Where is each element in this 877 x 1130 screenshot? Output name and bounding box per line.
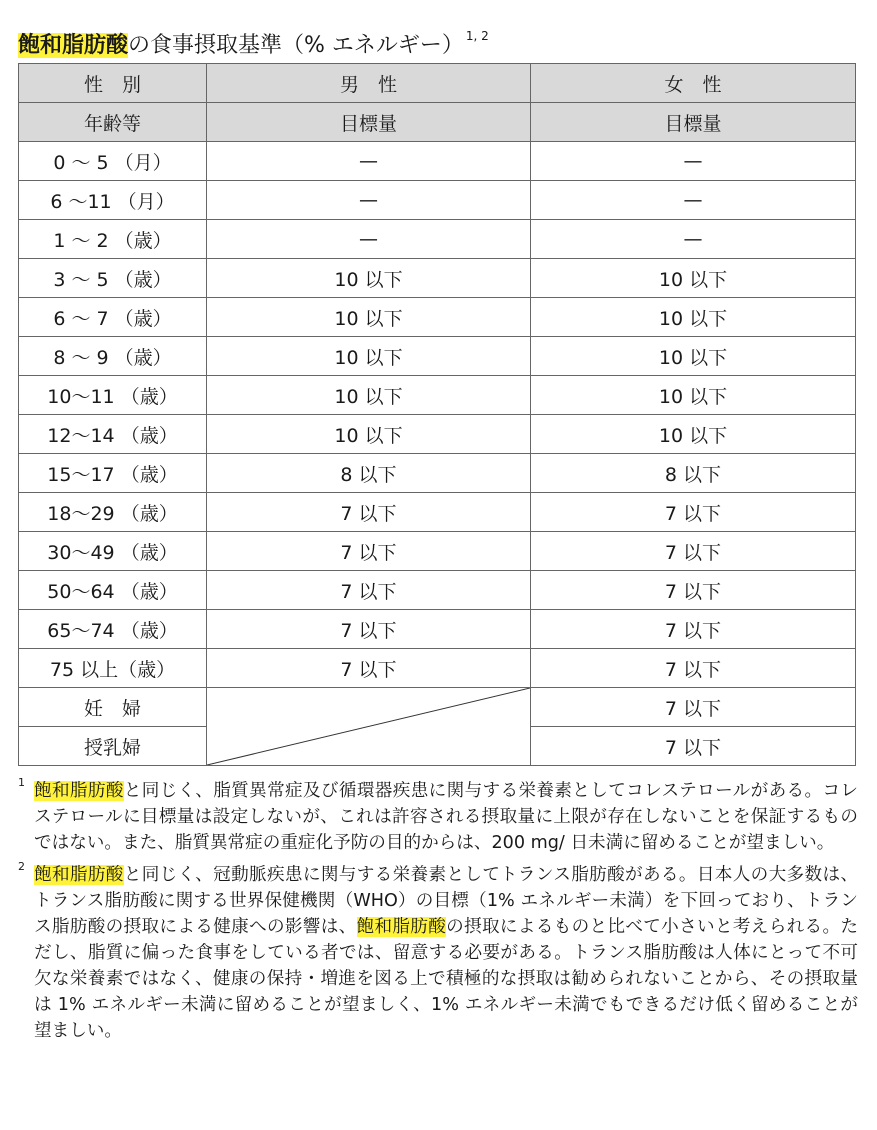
male-value: 10 以下 (207, 376, 531, 415)
age-cell-lactating: 授乳婦 (19, 727, 207, 766)
female-value: 10 以下 (531, 376, 856, 415)
female-value: 10 以下 (531, 259, 856, 298)
male-value: 7 以下 (207, 610, 531, 649)
footnote-text: と同じく、脂質異常症及び循環器疾患に関与する栄養素としてコレステロールがある。コレステロールに目標量は設定しないが、これは許容される摂取量に上限が存在しないことを保証するものではない。また、脂質異常症の重症化予防の目的からは、200 mg/ 日未満に留めることが望ましい。 (34, 781, 858, 853)
table-row (19, 181, 856, 220)
female-value: — (531, 142, 856, 181)
title-footnote-ref: 1, 2 (465, 29, 489, 43)
not-applicable-cell (207, 688, 531, 766)
table-row (19, 649, 856, 688)
female-value-pregnant: 7 以下 (531, 688, 856, 727)
header-female-target: 目標量 (531, 103, 856, 142)
table-row-pregnant (19, 688, 856, 727)
footnote-1 (18, 778, 858, 856)
age-cell: 3 〜 5 （歳） (19, 259, 207, 298)
male-value: — (207, 142, 531, 181)
age-cell: 15〜17 （歳） (19, 454, 207, 493)
female-value: 7 以下 (531, 493, 856, 532)
age-cell: 75 以上（歳） (19, 649, 207, 688)
footnotes (18, 778, 858, 1050)
footnote-text: の摂取によるものと比べて小さいと考えられる。ただし、脂質に偏った食事をしている者では、留意する必要がある。トランス脂肪酸は人体にとって不可欠な栄養素ではなく、健康の保持・増進を図る上で積極的な摂取は勧められないことから、その摂取量は 1% エネルギー未満に留めることが望ましく、1% エネルギー未満でもできるだけ低く留めることが望ましい。 (34, 917, 858, 1041)
age-cell: 30〜49 （歳） (19, 532, 207, 571)
male-value: 10 以下 (207, 259, 531, 298)
age-cell: 50〜64 （歳） (19, 571, 207, 610)
age-cell: 10〜11 （歳） (19, 376, 207, 415)
age-cell: 8 〜 9 （歳） (19, 337, 207, 376)
age-cell: 65〜74 （歳） (19, 610, 207, 649)
female-value: 8 以下 (531, 454, 856, 493)
header-age: 年齢等 (19, 103, 207, 142)
female-value-lactating: 7 以下 (531, 727, 856, 766)
male-value: 10 以下 (207, 415, 531, 454)
female-value: 7 以下 (531, 610, 856, 649)
intake-standards-table (18, 63, 856, 766)
male-value: 8 以下 (207, 454, 531, 493)
age-cell: 6 〜 7 （歳） (19, 298, 207, 337)
header-sex: 性 別 (19, 64, 207, 103)
header-female: 女 性 (531, 64, 856, 103)
table-row (19, 298, 856, 337)
footnote-body (34, 862, 858, 1044)
female-value: 7 以下 (531, 571, 856, 610)
male-value: — (207, 220, 531, 259)
female-value: 7 以下 (531, 649, 856, 688)
female-value: 10 以下 (531, 298, 856, 337)
footnote-2 (18, 862, 858, 1044)
table-row (19, 454, 856, 493)
male-value: 7 以下 (207, 649, 531, 688)
table-row (19, 415, 856, 454)
male-value: 10 以下 (207, 298, 531, 337)
footnote-highlight: 飽和脂肪酸 (34, 781, 124, 801)
header-male-target: 目標量 (207, 103, 531, 142)
diagonal-line (207, 688, 530, 765)
female-value: — (531, 181, 856, 220)
age-cell: 12〜14 （歳） (19, 415, 207, 454)
header-male: 男 性 (207, 64, 531, 103)
page-title (18, 16, 489, 56)
header-row-age (19, 103, 856, 142)
male-value: — (207, 181, 531, 220)
age-cell: 6 〜11 （月） (19, 181, 207, 220)
female-value: 7 以下 (531, 532, 856, 571)
table-row (19, 142, 856, 181)
table-row (19, 220, 856, 259)
table-row (19, 532, 856, 571)
table-row (19, 493, 856, 532)
female-value: 10 以下 (531, 415, 856, 454)
footnote-text: と同じく、冠動脈疾患に関与する栄養素としてトランス脂肪酸がある。日本人の大多数は、トランス脂肪酸に関する世界保健機関（WHO）の目標（1% エネルギー未満）を下回っており、トランス脂肪酸の摂取による健康への影響は、 (34, 865, 858, 937)
age-cell: 1 〜 2 （歳） (19, 220, 207, 259)
age-cell: 0 〜 5 （月） (19, 142, 207, 181)
male-value: 10 以下 (207, 337, 531, 376)
female-value: 10 以下 (531, 337, 856, 376)
title-highlight: 飽和脂肪酸 (18, 33, 129, 58)
footnote-highlight: 飽和脂肪酸 (356, 917, 447, 937)
footnote-highlight: 飽和脂肪酸 (34, 865, 124, 885)
male-value: 7 以下 (207, 493, 531, 532)
male-value: 7 以下 (207, 571, 531, 610)
footnote-number: 2 (18, 860, 25, 873)
title-text: の食事摂取基準（% エネルギー） (128, 33, 464, 58)
age-cell: 18〜29 （歳） (19, 493, 207, 532)
table-row (19, 337, 856, 376)
header-row-sex (19, 64, 856, 103)
age-cell-pregnant: 妊 婦 (19, 688, 207, 727)
female-value: — (531, 220, 856, 259)
table-row (19, 610, 856, 649)
table-row (19, 376, 856, 415)
male-value: 7 以下 (207, 532, 531, 571)
table-row (19, 571, 856, 610)
footnote-body (34, 778, 858, 856)
footnote-number: 1 (18, 776, 25, 789)
table-row (19, 259, 856, 298)
